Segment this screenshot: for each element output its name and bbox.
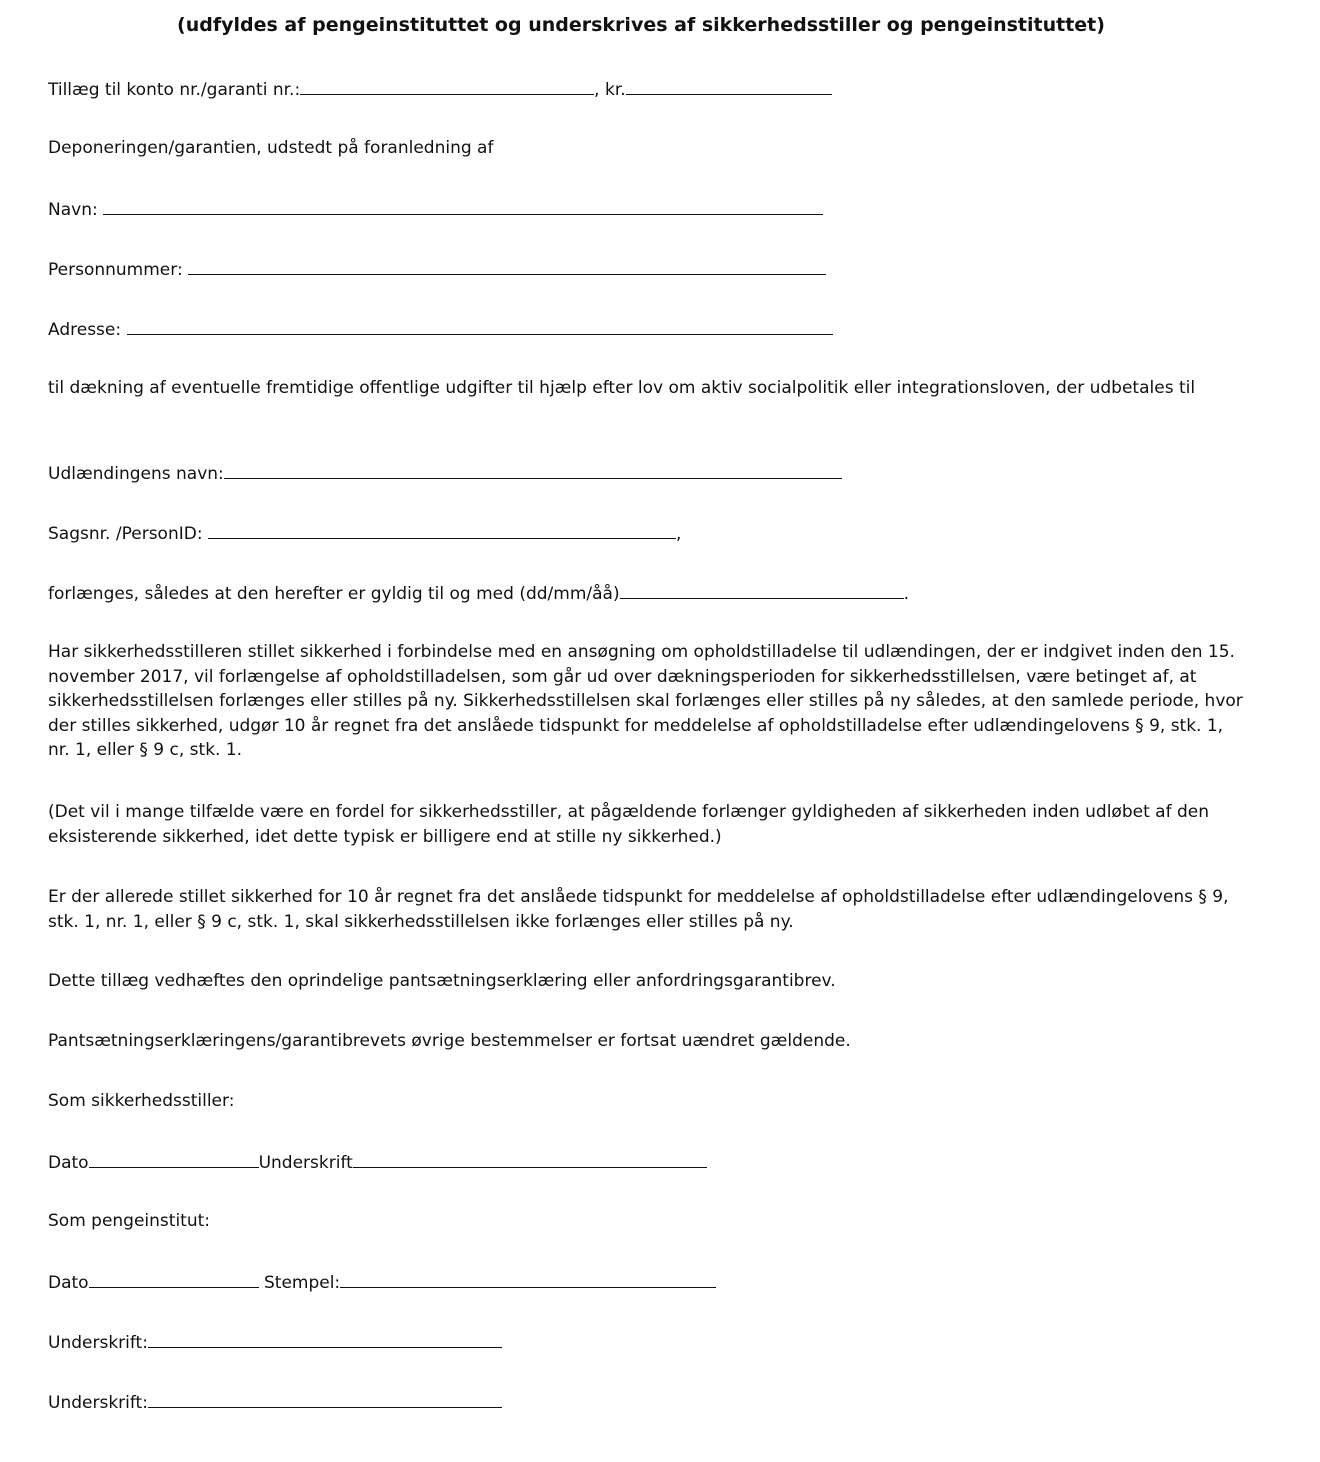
- paragraph-already-secured: Er der allerede stillet sikkerhed for 10 år regnet fra det anslåede tidspunkt for meddelelse af opholdstilladelse efter udlændingelovens § 9, stk. 1, nr. 1, eller § 9 c, stk. 1, skal sikkerhedsstillelsen ikke forlænges eller stilles på ny.: [48, 887, 1229, 932]
- stamp-field[interactable]: [340, 1269, 716, 1288]
- guarantor-date-field[interactable]: [89, 1149, 259, 1168]
- kr-label: , kr.: [594, 80, 626, 100]
- account-number-field[interactable]: [300, 76, 594, 95]
- bank-signature-field-2[interactable]: [148, 1389, 502, 1408]
- extended-suffix: .: [903, 584, 909, 604]
- bank-signature-field-1[interactable]: [148, 1329, 502, 1348]
- date-label: Dato: [48, 1153, 89, 1173]
- paragraph-advice: (Det vil i mange tilfælde være en fordel for sikkerhedsstiller, at pågældende forlænger gyldigheden af sikkerheden inden udløbet af den eksisterende sikkerhed, idet dette typisk er billigere end at stille ny sikkerhed.): [48, 802, 1209, 847]
- guarantor-signature-field[interactable]: [353, 1149, 707, 1168]
- foreigner-name-field[interactable]: [224, 460, 842, 479]
- bank-heading: Som pengeinstitut:: [48, 1211, 211, 1231]
- extended-row: [48, 580, 909, 606]
- case-row: [48, 520, 681, 546]
- coverage-text: til dækning af eventuelle fremtidige offentlige udgifter til hjælp efter lov om aktiv socialpolitik eller integrationsloven, der udbetales til: [48, 378, 1196, 398]
- cpr-label: Personnummer:: [48, 260, 183, 280]
- case-label: Sagsnr. /PersonID:: [48, 524, 203, 544]
- name-row: [48, 196, 823, 222]
- issued-on-behalf-text: Deponeringen/garantien, udstedt på foranledning af: [48, 138, 494, 158]
- case-id-field[interactable]: [208, 520, 676, 539]
- name-label: Navn:: [48, 200, 98, 220]
- foreigner-name-label: Udlændingens navn:: [48, 464, 224, 484]
- address-row: [48, 316, 833, 342]
- account-row: [48, 76, 832, 102]
- bank-signature-row-2: [48, 1389, 502, 1415]
- case-suffix: ,: [675, 524, 682, 544]
- foreigner-name-row: [48, 460, 842, 486]
- bank-signature-row-1: [48, 1329, 502, 1355]
- account-label: Tillæg til konto nr./garanti nr.:: [48, 80, 301, 100]
- cpr-row: [48, 256, 826, 282]
- signature-label: Underskrift: [258, 1153, 353, 1173]
- paragraph-remaining-terms: Pantsætningserklæringens/garantibrevets øvrige bestemmelser er fortsat uændret gældende.: [48, 1031, 851, 1051]
- signature-label: Underskrift:: [48, 1393, 148, 1413]
- guarantor-signature-row: [48, 1149, 707, 1175]
- date-label: Dato: [48, 1273, 89, 1293]
- bank-date-field[interactable]: [89, 1269, 259, 1288]
- guarantor-heading: Som sikkerhedsstiller:: [48, 1091, 235, 1111]
- cpr-field[interactable]: [188, 256, 826, 275]
- address-field[interactable]: [127, 316, 833, 335]
- extended-label: forlænges, således at den herefter er gyldig til og med (dd/mm/åå): [48, 584, 620, 604]
- paragraph-conditions: Har sikkerhedsstilleren stillet sikkerhed i forbindelse med en ansøgning om opholdstilladelse til udlændingen, der er indgivet inden den 15. november 2017, vil forlængelse af opholdstilladelsen, som går ud over dækningsperioden for sikkerhedsstillelsen, være betinget af, at sikkerhedsstillelsen forlænges eller stilles på ny. Sikkerhedsstillelsen skal forlænges eller stilles på ny således, at den samlede periode, hvor der stilles sikkerhed, udgør 10 år regnet fra det anslåede tidspunkt for meddelelse af opholdstilladelse efter udlændingelovens § 9, stk. 1, nr. 1, eller § 9 c, stk. 1.: [48, 642, 1243, 760]
- form-title: (udfyldes af pengeinstituttet og underskrives af sikkerhedsstiller og pengeinstituttet): [177, 14, 1105, 36]
- paragraph-attachment: Dette tillæg vedhæftes den oprindelige pantsætningserklæring eller anfordringsgarantibrev.: [48, 971, 836, 991]
- address-label: Adresse:: [48, 320, 122, 340]
- amount-field[interactable]: [626, 76, 832, 95]
- bank-stamp-row: [48, 1269, 716, 1295]
- valid-until-field[interactable]: [620, 580, 904, 599]
- name-field[interactable]: [103, 196, 823, 215]
- stamp-label: Stempel:: [258, 1273, 341, 1293]
- signature-label: Underskrift:: [48, 1333, 148, 1353]
